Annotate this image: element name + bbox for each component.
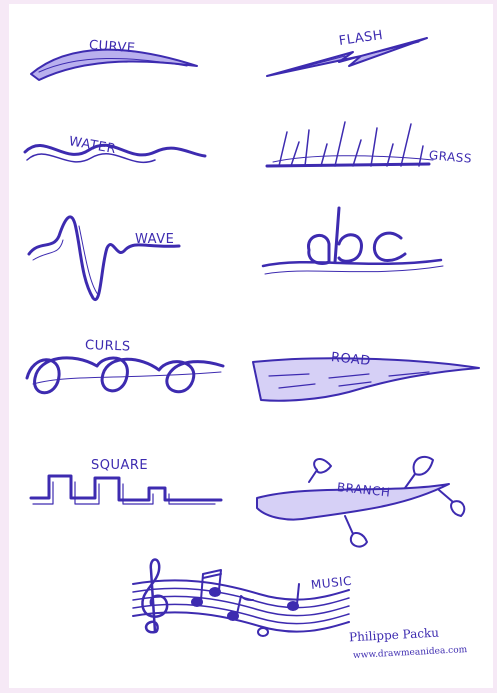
treble-clef-icon — [142, 560, 167, 633]
label-curve: CURVE — [88, 38, 136, 57]
doodle-drawings — [9, 4, 493, 688]
label-grass: GRASS — [428, 148, 473, 166]
label-flash: FLASH — [337, 27, 385, 49]
label-square: SQUARE — [91, 458, 149, 473]
curls-doodle — [27, 358, 223, 393]
wave-doodle — [29, 217, 179, 300]
label-road: ROAD — [330, 350, 372, 370]
branch-doodle — [257, 457, 464, 547]
label-water: WATER — [67, 134, 118, 158]
grass-doodle — [267, 122, 433, 166]
music-notes-icon — [192, 570, 299, 636]
label-curls: CURLS — [84, 338, 131, 355]
drawing-sheet — [9, 4, 493, 688]
square-doodle — [31, 476, 221, 504]
label-abc — [301, 196, 386, 247]
label-music: MUSIC — [310, 573, 353, 592]
signature-name: Philippe Packu — [348, 625, 440, 645]
label-wave: WAVE — [135, 232, 175, 247]
label-branch: BRANCH — [336, 480, 392, 500]
signature-url: www.drawmeanidea.com — [352, 645, 468, 661]
